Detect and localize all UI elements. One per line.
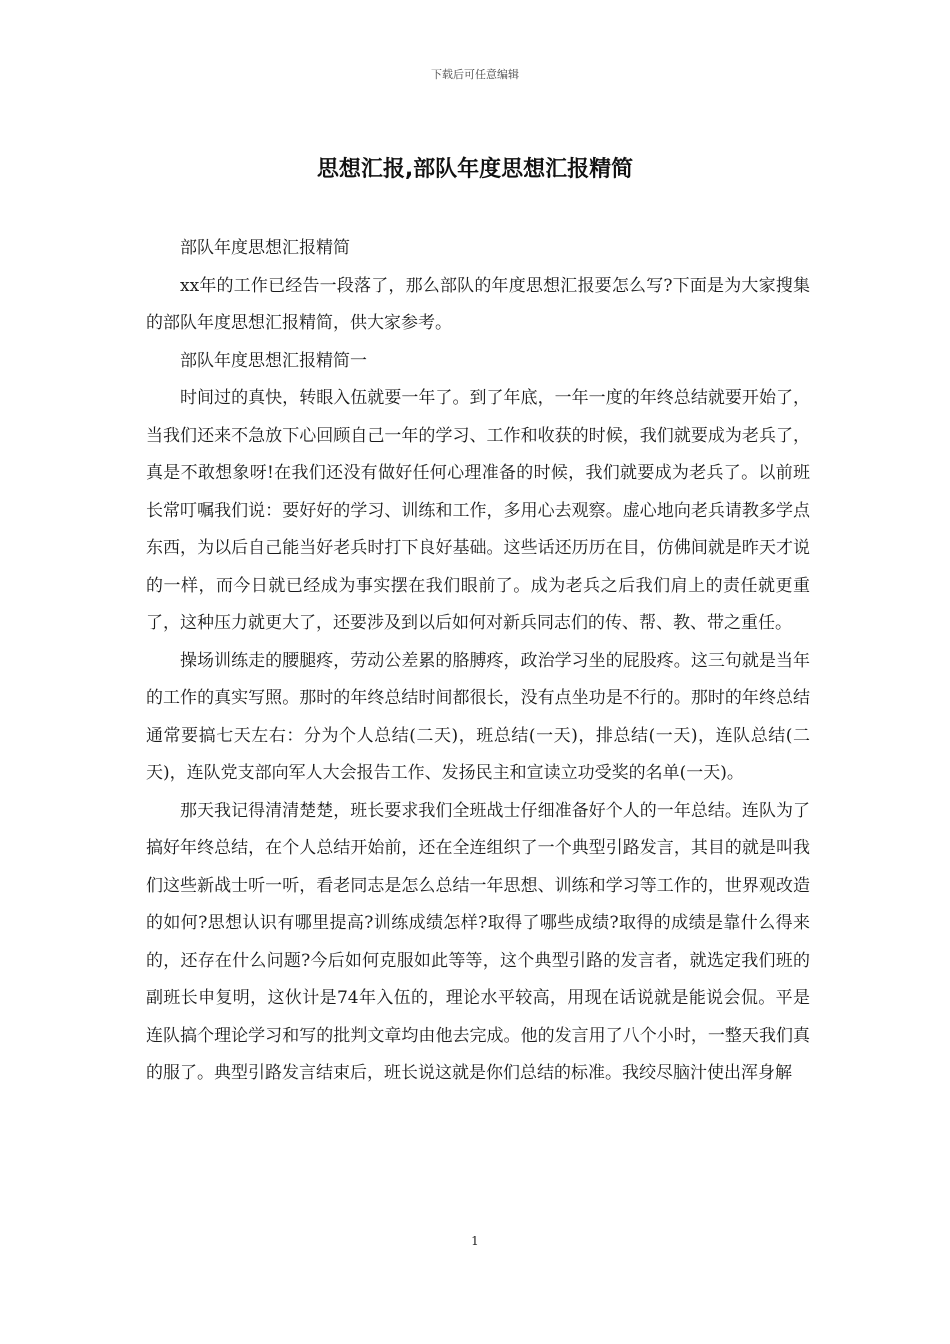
document-body: [146, 230, 810, 1093]
paragraph: 部队年度思想汇报精简: [180, 238, 350, 258]
paragraph: xx年的工作已经告一段落了，那么部队的年度思想汇报要怎么写?下面是为大家搜集的部队年度思想汇报精简，供大家参考。: [146, 275, 810, 333]
paragraph: 部队年度思想汇报精简一: [180, 350, 367, 371]
document-title: 思想汇报,部队年度思想汇报精简: [316, 157, 634, 182]
page-number: 1: [471, 1234, 479, 1248]
paragraph: 操场训练走的腰腿疼，劳动公差累的胳膊疼，政治学习坐的屁股疼。这三句就是当年的工作的真实写照。那时的年终总结时间都很长，没有点坐功是不行的。那时的年终总结通常要搞七天左右：分为个人总结(二天)，班总结(一天)，排总结(一天)，连队总结(二天)，连队党支部向军人大会报告工作、发扬民主和宣读立功受奖的名单(一天)。: [146, 650, 810, 783]
header-note: 下载后可任意编辑: [431, 68, 519, 81]
paragraph: 时间过的真快，转眼入伍就要一年了。到了年底，一年一度的年终总结就要开始了，当我们还来不急放下心回顾自己一年的学习、工作和收获的时候，我们就要成为老兵了，真是不敢想象呀!在我们还没有做好任何心理准备的时候，我们就要成为老兵了。以前班长常叮嘱我们说：要好好的学习、训练和工作，多用心去观察。虚心地向老兵请教多学点东西，为以后自己能当好老兵时打下良好基础。这些话还历历在目，仿佛间就是昨天才说的一样，而今日就已经成为事实摆在我们眼前了。成为老兵之后我们肩上的责任就更重了，这种压力就更大了，还要涉及到以后如何对新兵同志们的传、帮、教、带之重任。: [146, 388, 810, 633]
paragraph: 那天我记得清清楚楚，班长要求我们全班战士仔细准备好个人的一年总结。连队为了搞好年终总结，在个人总结开始前，还在全连组织了一个典型引路发言，其目的就是叫我们这些新战士听一听，看老同志是怎么总结一年思想、训练和学习等工作的，世界观改造的如何?思想认识有哪里提高?训练成绩怎样?取得了哪些成绩?取得的成绩是靠什么得来的，还存在什么问题?今后如何克服如此等等，这个典型引路的发言者，就选定我们班的副班长申复明，这伙计是74年入伍的，理论水平较高，用现在话说就是能说会侃。平是连队搞个理论学习和写的批判文章均由他去完成。他的发言用了八个小时，一整天我们真的服了。典型引路发言结束后，班长说这就是你们总结的标准。我绞尽脑汁使出浑身解: [146, 800, 810, 1083]
